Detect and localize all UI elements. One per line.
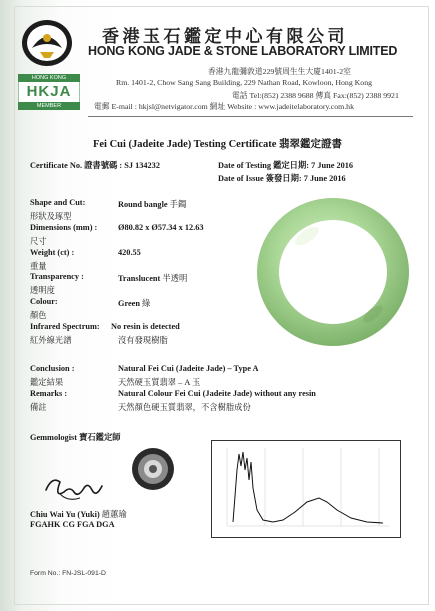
lab-address-cn: 香港九龍彌敦道229號周生生大廈1401-2室 [208, 67, 351, 76]
weight-value: 420.55 [118, 248, 141, 257]
date-of-testing-value: 7 June 2016 [311, 161, 354, 170]
date-of-issue [218, 172, 346, 184]
gemmologist-name [30, 508, 127, 520]
remarks-label-cn: 備註 [30, 403, 47, 412]
transparency-value-cn: 半透明 [162, 274, 188, 283]
dimensions-label-cn: 尺寸 [30, 237, 47, 246]
colour-label: Colour: [30, 297, 58, 306]
infrared-label-cn: 紅外線光譜 [30, 336, 72, 345]
colour-value-en: Green [118, 299, 140, 308]
certificate-number [30, 159, 160, 171]
remarks-label: Remarks : [30, 389, 68, 398]
remarks-value-cn: 天然顏色硬玉質翡翠，不含樹脂成份 [118, 403, 251, 412]
weight-label-cn: 重量 [30, 262, 47, 271]
jade-bangle-photo [255, 196, 411, 348]
dimensions-label: Dimensions (mm) : [30, 223, 98, 232]
conclusion-label: Conclusion : [30, 364, 75, 373]
badge-mark-text: HKJA [26, 83, 72, 100]
shape-label-cn: 形狀及琢型 [30, 212, 72, 221]
gemmologist-name-en: Chiu Wai Yu (Yuki) [30, 510, 100, 519]
shape-label: Shape and Cut: [30, 198, 86, 207]
dimensions-value: Ø80.82 x Ø57.34 x 12.63 [118, 223, 204, 232]
conclusion-value-cn: 天然硬玉質翡翠 – A 玉 [118, 378, 201, 387]
transparency-value [118, 272, 187, 284]
date-of-issue-value: 7 June 2016 [303, 174, 346, 183]
hologram-seal-icon [130, 446, 176, 492]
lab-logo-icon [20, 18, 74, 68]
infrared-value-cn: 沒有發現樹脂 [118, 336, 168, 345]
shape-value-en: Round bangle [118, 200, 168, 209]
conclusion-label-cn: 鑑定結果 [30, 378, 64, 387]
infrared-label: Infrared Spectrum: [30, 322, 100, 331]
remarks-value: Natural Colour Fei Cui (Jadeite Jade) without any resin [118, 389, 316, 398]
conclusion-value: Natural Fei Cui (Jadeite Jade) – Type A [118, 364, 259, 373]
infrared-spectrum-chart [211, 440, 401, 538]
certificate-number-value: SJ 134232 [124, 161, 160, 170]
transparency-value-en: Translucent [118, 274, 161, 283]
lab-address-en: Rm. 1401-2, Chow Sang Sang Building, 229 Nathan Road, Kowloon, Hong Kong [116, 78, 372, 87]
colour-label-cn: 顏色 [30, 311, 47, 320]
transparency-label-cn: 透明度 [30, 286, 55, 295]
colour-value-cn: 綠 [142, 299, 151, 308]
lab-name-en: HONG KONG JADE & STONE LABORATORY LIMITED [88, 44, 398, 58]
badge-top-text: HONG KONG [31, 75, 67, 81]
badge-bottom-text: MEMBER [36, 103, 62, 109]
weight-label: Weight (ct) : [30, 248, 75, 257]
date-of-testing [218, 159, 353, 171]
colour-value [118, 297, 150, 309]
gemmologist-credentials: FGAHK CG FGA DGA [30, 520, 115, 529]
shape-value [118, 198, 186, 210]
gemmologist-signature [40, 468, 108, 506]
infrared-value: No resin is detected [111, 322, 180, 331]
form-number: Form No.: FN-JSL-091-D [30, 570, 106, 577]
certificate-number-label: Certificate No. 證書號碼 : [30, 161, 125, 170]
certificate-title: Fei Cui (Jadeite Jade) Testing Certificate 翡翠鑑定證書 [92, 139, 343, 150]
date-of-testing-label: Date of Testing 鑑定日期: [218, 161, 312, 170]
transparency-label: Transparency : [30, 272, 84, 281]
date-of-issue-label: Date of Issue 簽發日期: [218, 174, 304, 183]
header-rule [88, 116, 413, 117]
lab-name-cn: 香港玉石鑑定中心有限公司 [102, 27, 348, 46]
gemmologist-label: Gemmologist 寶石鑑定師 [30, 433, 121, 442]
shape-value-cn: 手鐲 [169, 200, 187, 209]
lab-tel-fax: 電話 Tel:(852) 2388 9688 傳真 Fax:(852) 2388 9921 [232, 91, 399, 100]
lab-email-website: 電郵 E-mail : hkjsl@netvigator.com 網址 Website : www.jadeitelaboratory.com.hk [94, 102, 354, 111]
gemmologist-name-cn: 趙蕙瑜 [101, 510, 127, 519]
hkja-member-badge [18, 74, 80, 110]
